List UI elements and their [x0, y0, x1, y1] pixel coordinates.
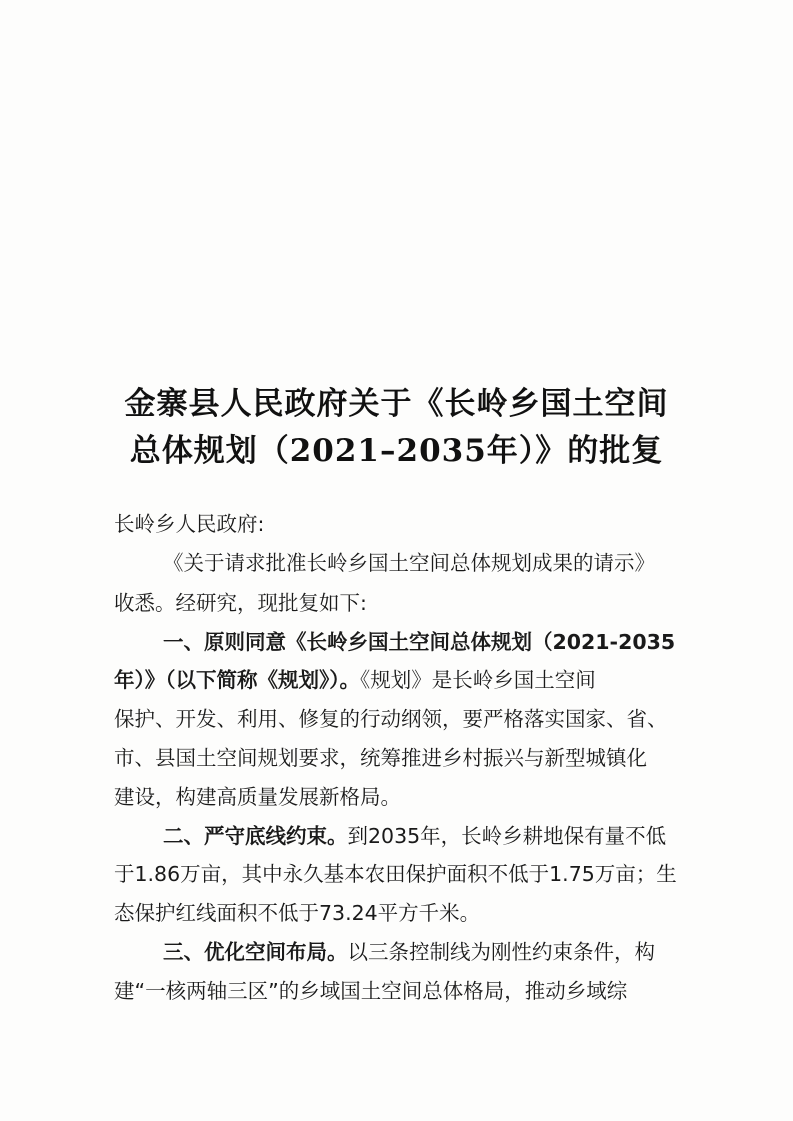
para3-heading: 三、优化空间布局。	[163, 940, 348, 964]
para1-line-2	[114, 665, 596, 695]
para1-line-1	[163, 627, 675, 657]
para3-text-line-1: 以三条控制线为刚性约束条件，构	[347, 940, 655, 964]
para2-line-3: 态保护红线面积不低于73.24平方千米。	[114, 901, 481, 925]
document-title-line-1: 金寨县人民政府关于《长岭乡国土空间	[124, 386, 669, 422]
request-reference-line-1: 《关于请求批准长岭乡国土空间总体规划成果的请示》	[163, 551, 655, 575]
para2-text-line-1: 到2035年，长岭乡耕地保有量不低	[347, 824, 667, 848]
para1-line-4: 市、县国土空间规划要求，统筹推进乡村振兴与新型城镇化	[114, 746, 647, 770]
request-reference-line-2: 收悉。经研究，现批复如下:	[114, 591, 367, 615]
para2-line-2: 于1.86万亩，其中永久基本农田保护面积不低于1.75万亩；生	[114, 862, 677, 886]
para1-line-3: 保护、开发、利用、修复的行动纲领，要严格落实国家、省、	[114, 707, 668, 731]
para3-line-1	[163, 937, 655, 967]
para1-text-line-2: 《规划》是长岭乡国土空间	[360, 668, 596, 692]
para3-line-2: 建“一核两轴三区”的乡域国土空间总体格局，推动乡域综	[114, 979, 628, 1003]
para1-line-5: 建设，构建高质量发展新格局。	[114, 785, 401, 809]
para1-heading-line-2: 年）》（以下简称《规划》）。	[114, 668, 360, 692]
document-title-line-2: 总体规划（2021–2035年）》的批复	[129, 433, 664, 469]
para2-heading: 二、严守底线约束。	[163, 824, 348, 848]
salutation: 长岭乡人民政府:	[114, 512, 265, 536]
para2-line-1	[163, 821, 666, 851]
para1-heading-line-1: 一、原则同意《长岭乡国土空间总体规划（2021-2035	[163, 630, 676, 654]
